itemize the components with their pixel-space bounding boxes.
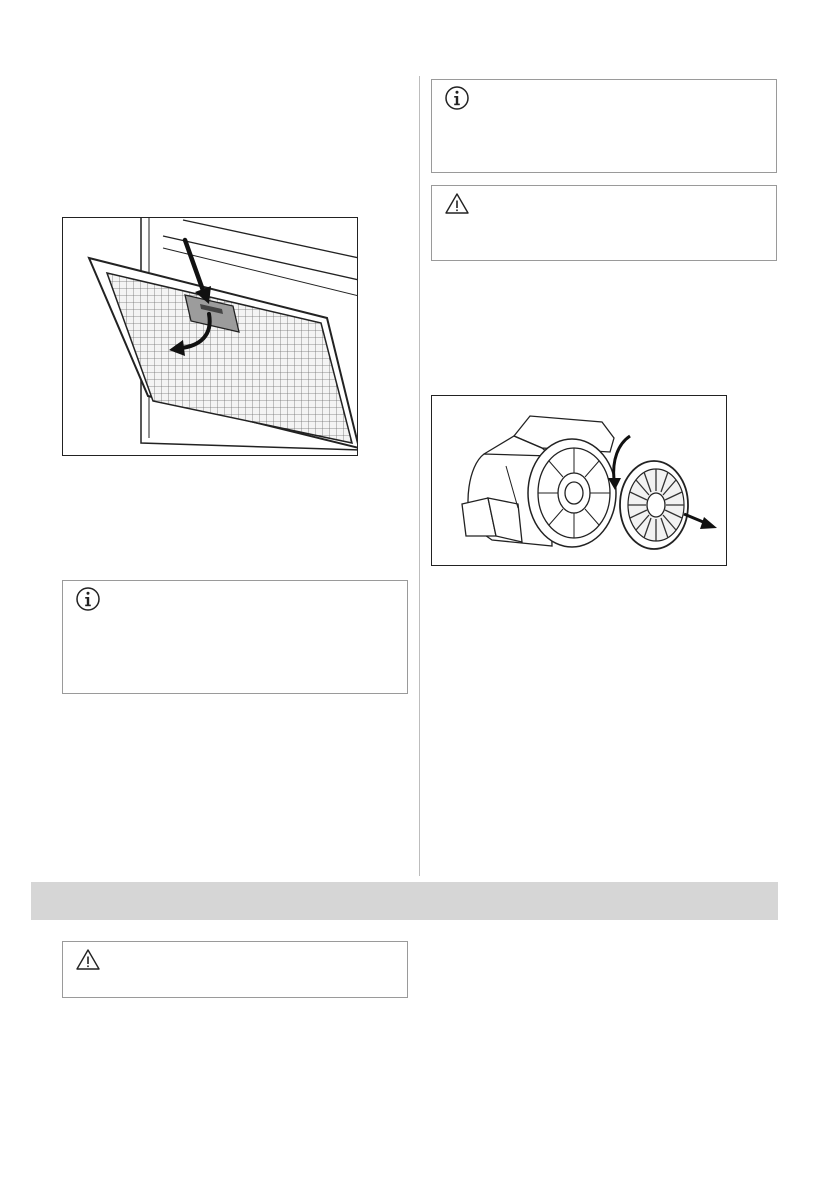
column-divider: [419, 76, 420, 876]
warning-triangle-icon: [75, 947, 101, 973]
warning-note-box: [431, 185, 777, 261]
info-circle-icon: [75, 586, 101, 612]
charcoal-filter-illustration: [431, 395, 727, 566]
warning-triangle-icon: [444, 191, 470, 217]
info-note-box: [62, 580, 408, 694]
info-circle-icon: [444, 85, 470, 111]
warning-note-box: [62, 941, 408, 998]
info-note-box: [431, 79, 777, 173]
section-heading-bar: [31, 882, 778, 920]
grease-filter-illustration: [62, 217, 358, 456]
